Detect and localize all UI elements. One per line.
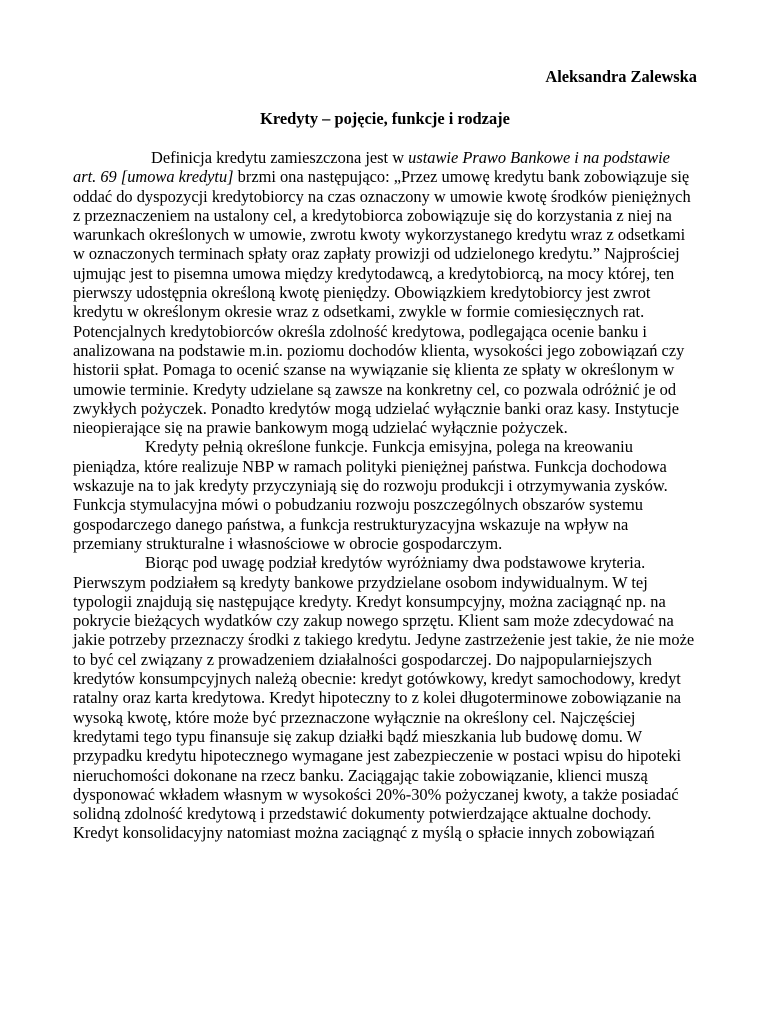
legal-reference: ustawie Prawo Bankowe i na podstawie art. 69 [umowa kredytu] [73,148,670,187]
document-body [73,148,697,843]
document-content [73,66,697,843]
document-title: Kredyty – pojęcie, funkcje i rodzaje [260,109,510,128]
paragraph-definition [73,148,697,437]
paragraph-definition-lead: Definicja kredytu zamieszczona jest w [151,148,409,167]
author-name: Aleksandra Zalewska [545,67,697,86]
paragraph-functions: Kredyty pełnią określone funkcje. Funkcja emisyjna, polega na kreowaniu pieniądza, które realizuje NBP w ramach polityki pieniężnej państwa. Funkcja dochodowa wskazuje na to jak kredyty przyczyniają się do rozwoju produkcji i otrzymywania zysków. Funkcja stymulacyjna mówi o pobudzaniu rozwoju poszczególnych obszarów systemu gospodarczego danego państwa, a funkcja restrukturyzacyjna wskazuje na wpływ na przemiany strukturalne i własnościowe w obrocie gospodarczym. [73,437,668,553]
paragraph-definition-rest: brzmi ona następująco: „Przez umowę kredytu bank zobowiązuje się oddać do dyspozycji kredytobiorcy na czas oznaczony w umowie kwotę środków pieniężnych z przeznaczeniem na ustalony cel, a kredytobiorca zobowiązuje się do korzystania z niej na warunkach określonych w umowie, zwrotu kwoty wykorzystanego kredytu wraz z odsetkami w oznaczonych terminach spłaty oraz zapłaty prowizji od udzielonego kredytu.” Najprościej ujmując jest to pisemna umowa między kredytodawcą, a kredytobiorcą, na mocy której, ten pierwszy udostępnia określoną kwotę pieniędzy. Obowiązkiem kredytobiorcy jest zwrot kredytu w określonym okresie wraz z odsetkami, zwykle w formie comiesięcznych rat. Potencjalnych kredytobiorców określa zdolność kredytowa, podlegająca ocenie banku i analizowana na podstawie m.in. poziomu dochodów klienta, wysokości jego zobowiązań czy historii spłat. Pomaga to ocenić szanse na wywiązanie się klienta ze spłaty w określonym w umowie terminie. Kredyty udzielane są zawsze na konkretny cel, co pozwala odróżnić je od zwykłych pożyczek. Ponadto kredytów mogą udzielać wyłącznie banki oraz kasy. Instytucje nieopierające się na prawie bankowym mogą udzielać wyłącznie pożyczek. [73,167,691,438]
paragraph-types: Biorąc pod uwagę podział kredytów wyróżniamy dwa podstawowe kryteria. Pierwszym podziałem są kredyty bankowe przydzielane osobom indywidualnym. W tej typologii znajdują się następujące kredyty. Kredyt konsumpcyjny, można zaciągnąć np. na pokrycie bieżących wydatków czy zakup nowego sprzętu. Klient sam może zdecydować na jakie potrzeby przeznaczy środki z takiego kredytu. Jedyne zastrzeżenie jest takie, że nie może to być cel związany z prowadzeniem działalności gospodarczej. Do najpopularniejszych kredytów konsumpcyjnych należą obecnie: kredyt gotówkowy, kredyt samochodowy, kredyt ratalny oraz karta kredytowa. Kredyt hipoteczny to z kolei długoterminowe zobowiązanie na wysoką kwotę, które może być przeznaczone wyłącznie na określony cel. Najczęściej kredytami tego typu finansuje się zakup działki bądź mieszkania lub budowę domu. W przypadku kredytu hipotecznego wymagane jest zabezpieczenie w postaci wpisu do hipoteki nieruchomości dokonane na rzecz banku. Zaciągając takie zobowiązanie, klienci muszą dysponować wkładem własnym w wysokości 20%-30% pożyczanej kwoty, a także posiadać solidną zdolność kredytową i przedstawić dokumenty potwierdzające aktualne dochody. Kredyt konsolidacyjny natomiast można zaciągnąć z myślą o spłacie innych zobowiązań [73,553,695,843]
